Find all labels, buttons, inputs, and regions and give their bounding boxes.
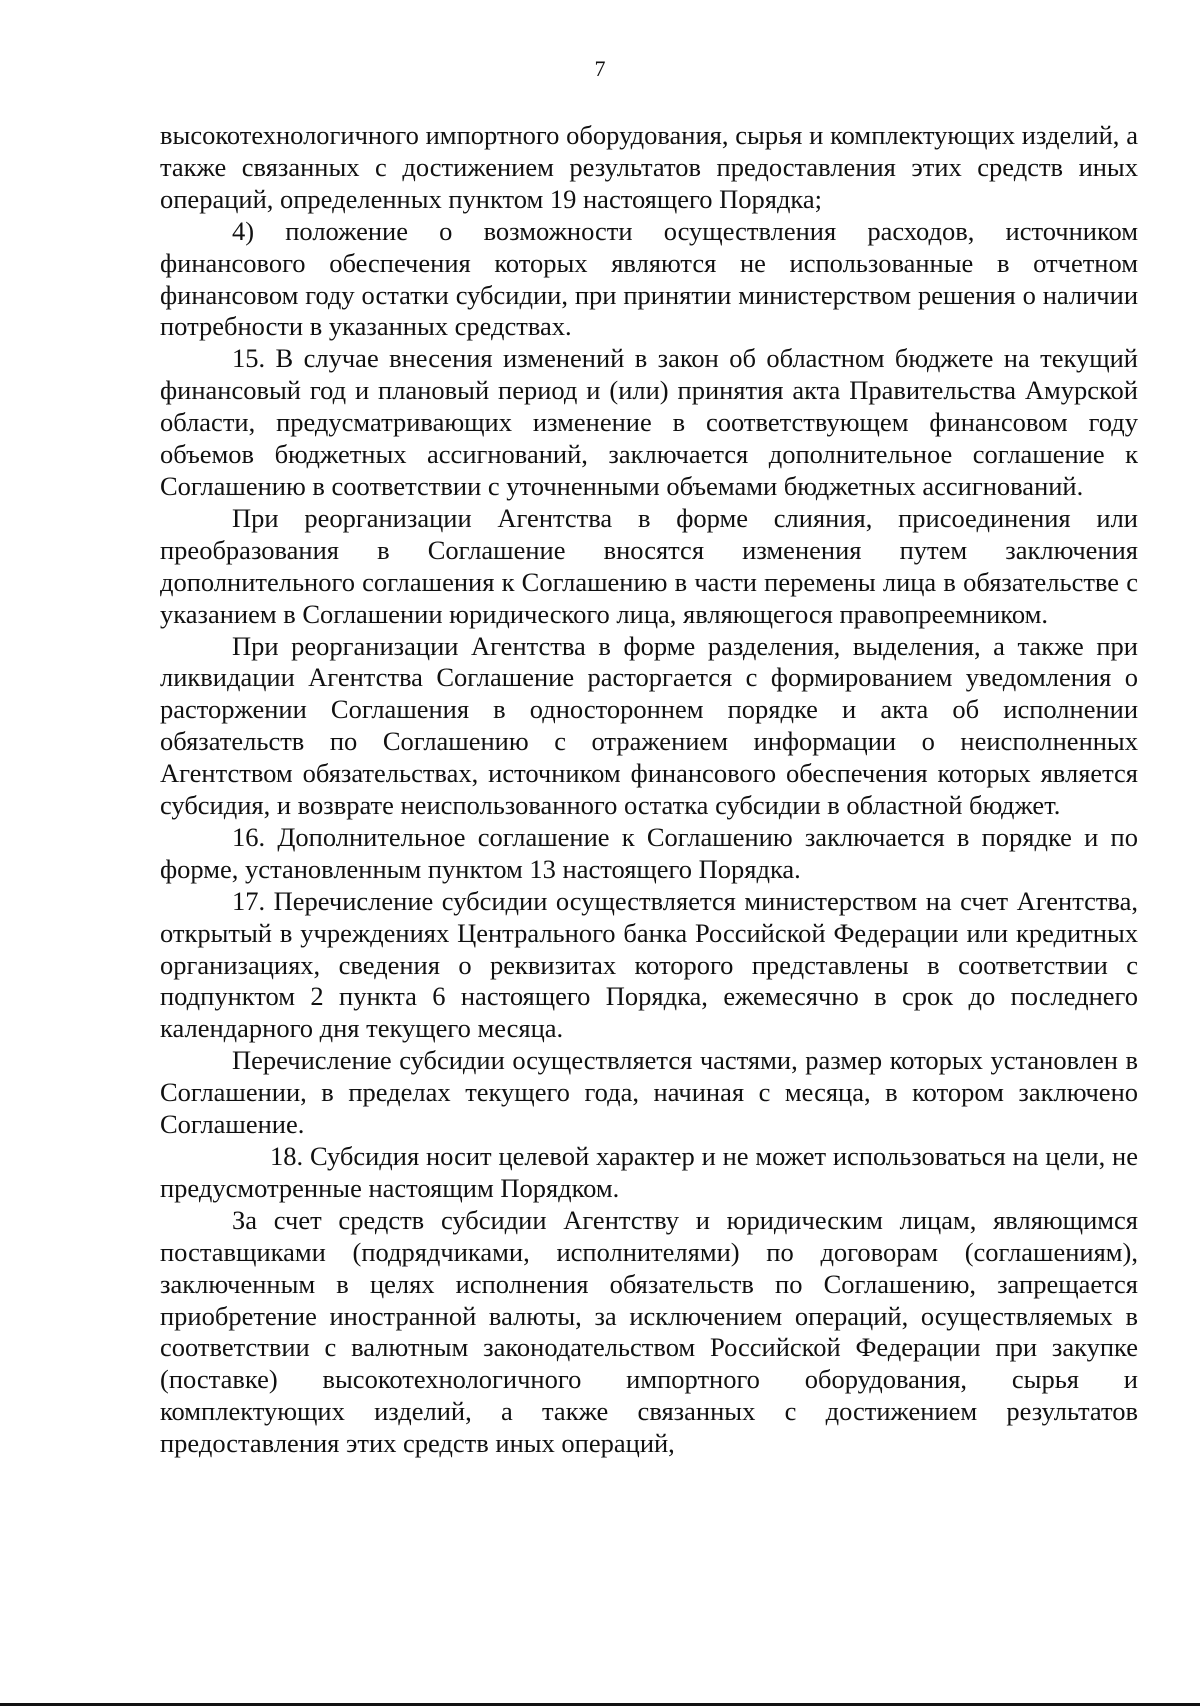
paragraph-clause-15: 15. В случае внесения изменений в закон об областном бюджете на текущий финансовый год и плановый период и (или) принятия акта Правительства Амурской области, предусматривающих изменение в соответствующем финансовом году объемов бюджетных ассигнований, заключается дополнительное соглашение к Соглашению в соответствии с уточненными объемами бюджетных ассигнований. [160,343,1138,501]
paragraph-item-4: 4) положение о возможности осуществления расходов, источником финансового обеспечения которых являются не использованные в отчетном финансовом году остатки субсидии, при принятии министерством решения о наличии потребности в указанных средствах. [160,215,1138,342]
paragraph-clause-18: 18. Субсидия носит целевой характер и не может использоваться на цели, не предусмотренные настоящим Порядком. [160,1141,1138,1203]
paragraph-reorganization-merger: При реорганизации Агентства в форме слияния, присоединения или преобразования в Соглашение вносятся изменения путем заключения дополнительного соглашения к Соглашению в части перемены лица в обязательстве с указанием в Соглашении юридического лица, являющегося правопреемником. [160,502,1138,629]
document-body [160,120,1138,1460]
paragraph-continuation: высокотехнологичного импортного оборудования, сырья и комплектующих изделий, а также связанных с достижением результатов предоставления этих средств иных операций, определенных пунктом 19 настоящего Порядка; [160,120,1138,214]
paragraph-transfer-parts: Перечисление субсидии осуществляется частями, размер которых установлен в Соглашении, в пределах текущего года, начиная с месяца, в котором заключено Соглашение. [160,1045,1138,1140]
paragraph-clause-16: 16. Дополнительное соглашение к Соглашению заключается в порядке и по форме, установленным пунктом 13 настоящего Порядка. [160,821,1138,884]
paragraph-currency-prohibition: За счет средств субсидии Агентству и юридическим лицам, являющимся поставщиками (подрядчиками, исполнителями) по договорам (соглашениям), заключенным в целях исполнения обязательств по Соглашению, запрещается приобретение иностранной валюты, за исключением операций, осуществляемых в соответствии с валютным законодательством Российской Федерации при закупке (поставке) высокотехнологичного импортного оборудования, сырья и комплектующих изделий, а также связанных с достижением результатов предоставления этих средств иных операций, [160,1204,1138,1459]
paragraph-clause-17: 17. Перечисление субсидии осуществляется министерством на счет Агентства, открытый в учреждениях Центрального банка Российской Федерации или кредитных организациях, сведения о реквизитах которого представлены в соответствии с подпунктом 2 пункта 6 настоящего Порядка, ежемесячно в срок до последнего календарного дня текущего месяца. [160,885,1138,1044]
page-number: 7 [594,56,606,81]
paragraph-reorganization-division: При реорганизации Агентства в форме разделения, выделения, а также при ликвидации Агентства Соглашение расторгается с формированием уведомления о расторжении Соглашения в одностороннем порядке и акта об исполнении обязательств по Соглашению с отражением информации о неисполненных Агентством обязательствах, источником финансового обеспечения которых является субсидия, и возврате неиспользованного остатка субсидии в областной бюджет. [160,630,1138,821]
